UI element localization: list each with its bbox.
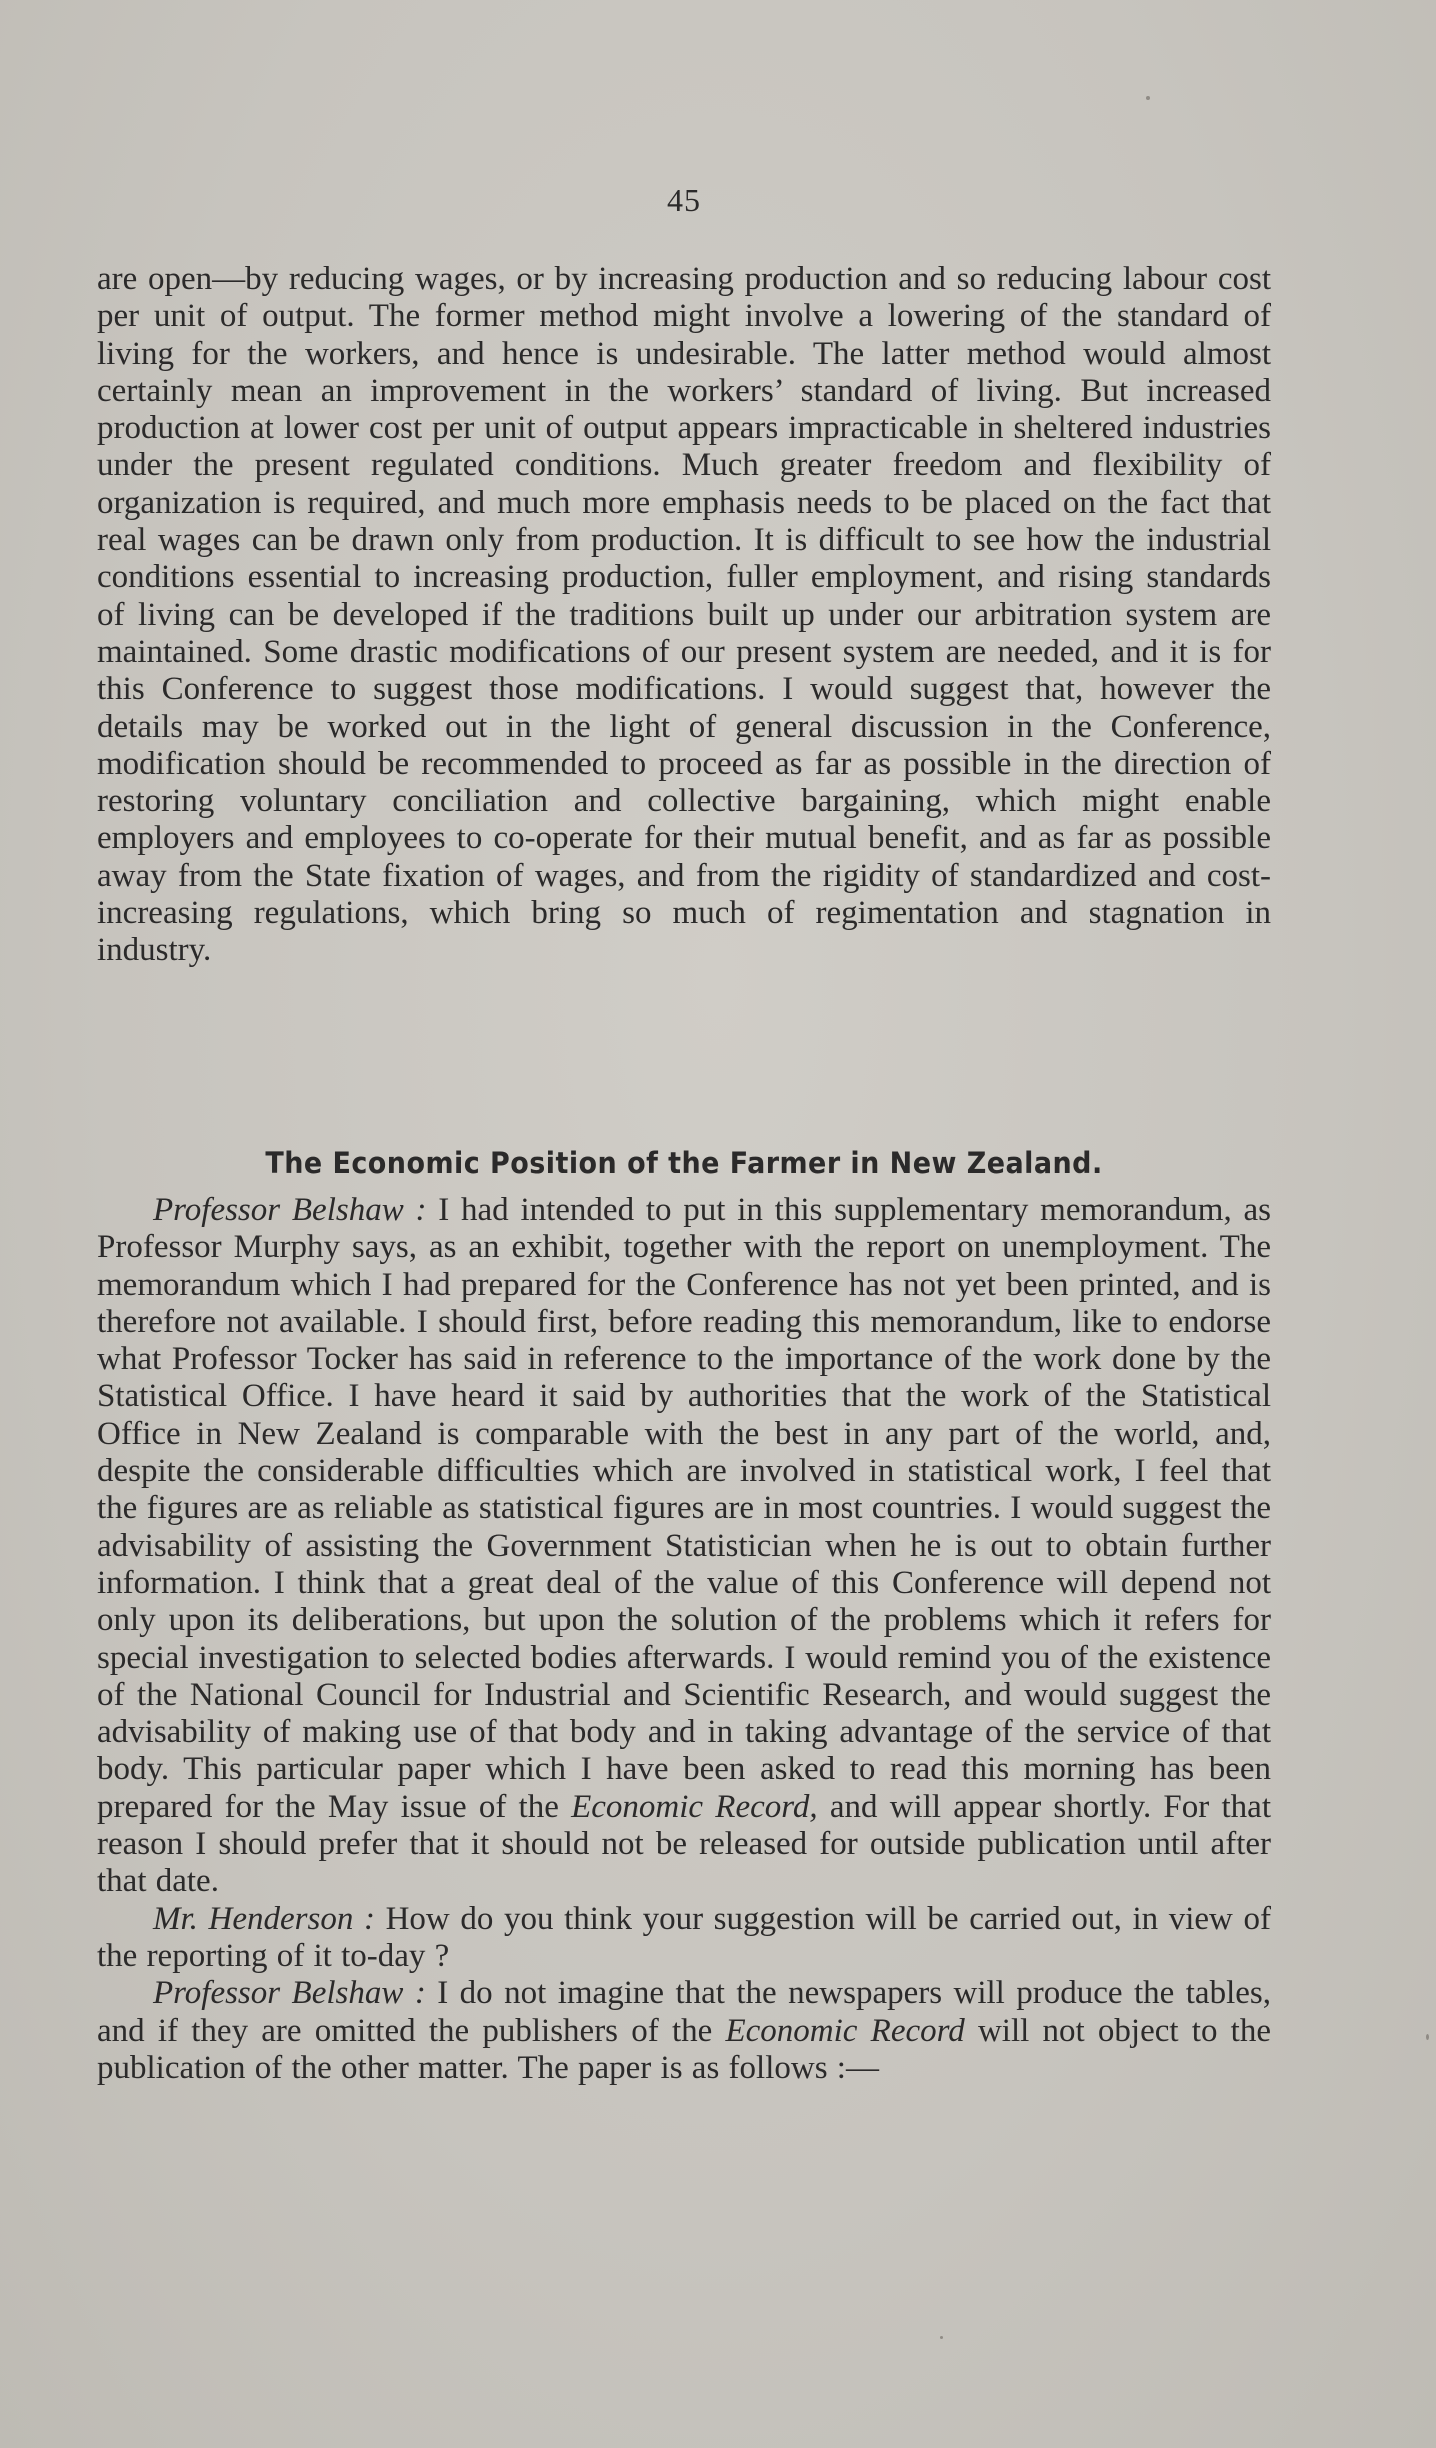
speaker-name: Professor Belshaw : — [153, 1192, 427, 1228]
section-heading: The Economic Position of the Farmer in New Zealand. — [265, 1146, 1103, 1180]
paper-speck — [1146, 96, 1150, 100]
page-number: 45 — [667, 182, 701, 218]
speaker-name: Professor Belshaw : — [153, 1975, 426, 2012]
section-farmer-text — [97, 1192, 1271, 2087]
publication-title: Economic Record — [725, 2012, 965, 2049]
paragraph-arbitration: are open—by reducing wages, or by increasing production and so reducing labour cost per unit of output. The former method might involve a lowering of the standard of living for the workers, and hence is undesirable. The latter method would almost certainly mean an improvement in the workers’ standard of living. But increased production at lower cost per unit of output appears impracticable in sheltered industries under the present regulated conditions. Much greater freedom and flexibility of organization is required, and much more emphasis needs to be placed on the fact that real wages can be drawn only from production. It is difficult to see how the industrial conditions essential to increasing production, fuller employment, and rising standards of living can be developed if the traditions built up under our arbitration system are maintained. Some drastic modifications of our present system are needed, and it is for this Conference to suggest those modifications. I would suggest that, however the details may be worked out in the light of general discussion in the Conference, modification should be recommended to proceed as far as possible in the direction of restoring voluntary conciliation and collective bargaining, which might enable employers and employees to co-operate for their mutual benefit, and as far as possible away from the State fixation of wages, and from the rigidity of standardized and cost-increasing regulations, which bring so much of regimentation and stagnation in industry. — [97, 261, 1271, 969]
document-page — [97, 0, 1271, 2448]
speaker-name: Mr. Henderson : — [153, 1900, 375, 1937]
paragraph-text: I had intended to put in this supplementary memorandum, as Professor Murphy says, as an exhibit, together with the report on unemployment. The memorandum which I had prepared for the Conference has not yet been printed, and is therefore not available. I should first, before reading this memorandum, like to endorse what Professor Tocker has said in reference to the importance of the work done by the Statistical Office. I have heard it said by authorities that the work of the Statistical Office in New Zealand is comparable with the best in any part of the world, and, despite the considerable difficulties which are involved in statistical work, I feel that the figures are as reliable as statistical figures are in most countries. I would suggest the advisability of assisting the Government Statistician when he is out to obtain further information. I think that a great deal of the value of this Conference will depend not only upon its deliberations, but upon the solution of the problems which it refers for special investigation to selected bodies afterwards. I would remind you of the existence of the National Council for Industrial and Scientific Research, and would suggest the advisability of making use of that body and in taking advantage of the service of that body. This particular paper which I have been asked to read this morning has been prepared for the May issue of the — [97, 1192, 1271, 1825]
paragraph-text: will not object to the publication of the other matter. The paper is as follows :— — [97, 2012, 1271, 2086]
paragraph-text: and will appear shortly. For that reason I should prefer that it should not be released for outside publication until after that date. — [97, 1788, 1271, 1900]
paper-speck — [940, 2336, 943, 2339]
paragraph-belshaw-1 — [97, 1192, 1271, 1901]
paragraph-henderson — [97, 1901, 1271, 1976]
paper-speck — [1426, 2034, 1429, 2040]
publication-title: Economic Record, — [571, 1788, 818, 1825]
section-continued-text — [97, 261, 1271, 970]
paragraph-text: I do not imagine that the newspapers will produce the tables, and if they are omitted the publishers of the — [97, 1975, 1271, 2049]
paragraph-belshaw-2 — [97, 1975, 1271, 2087]
paragraph-text: How do you think your suggestion will be carried out, in view of the reporting of it to-day ? — [97, 1900, 1271, 1974]
